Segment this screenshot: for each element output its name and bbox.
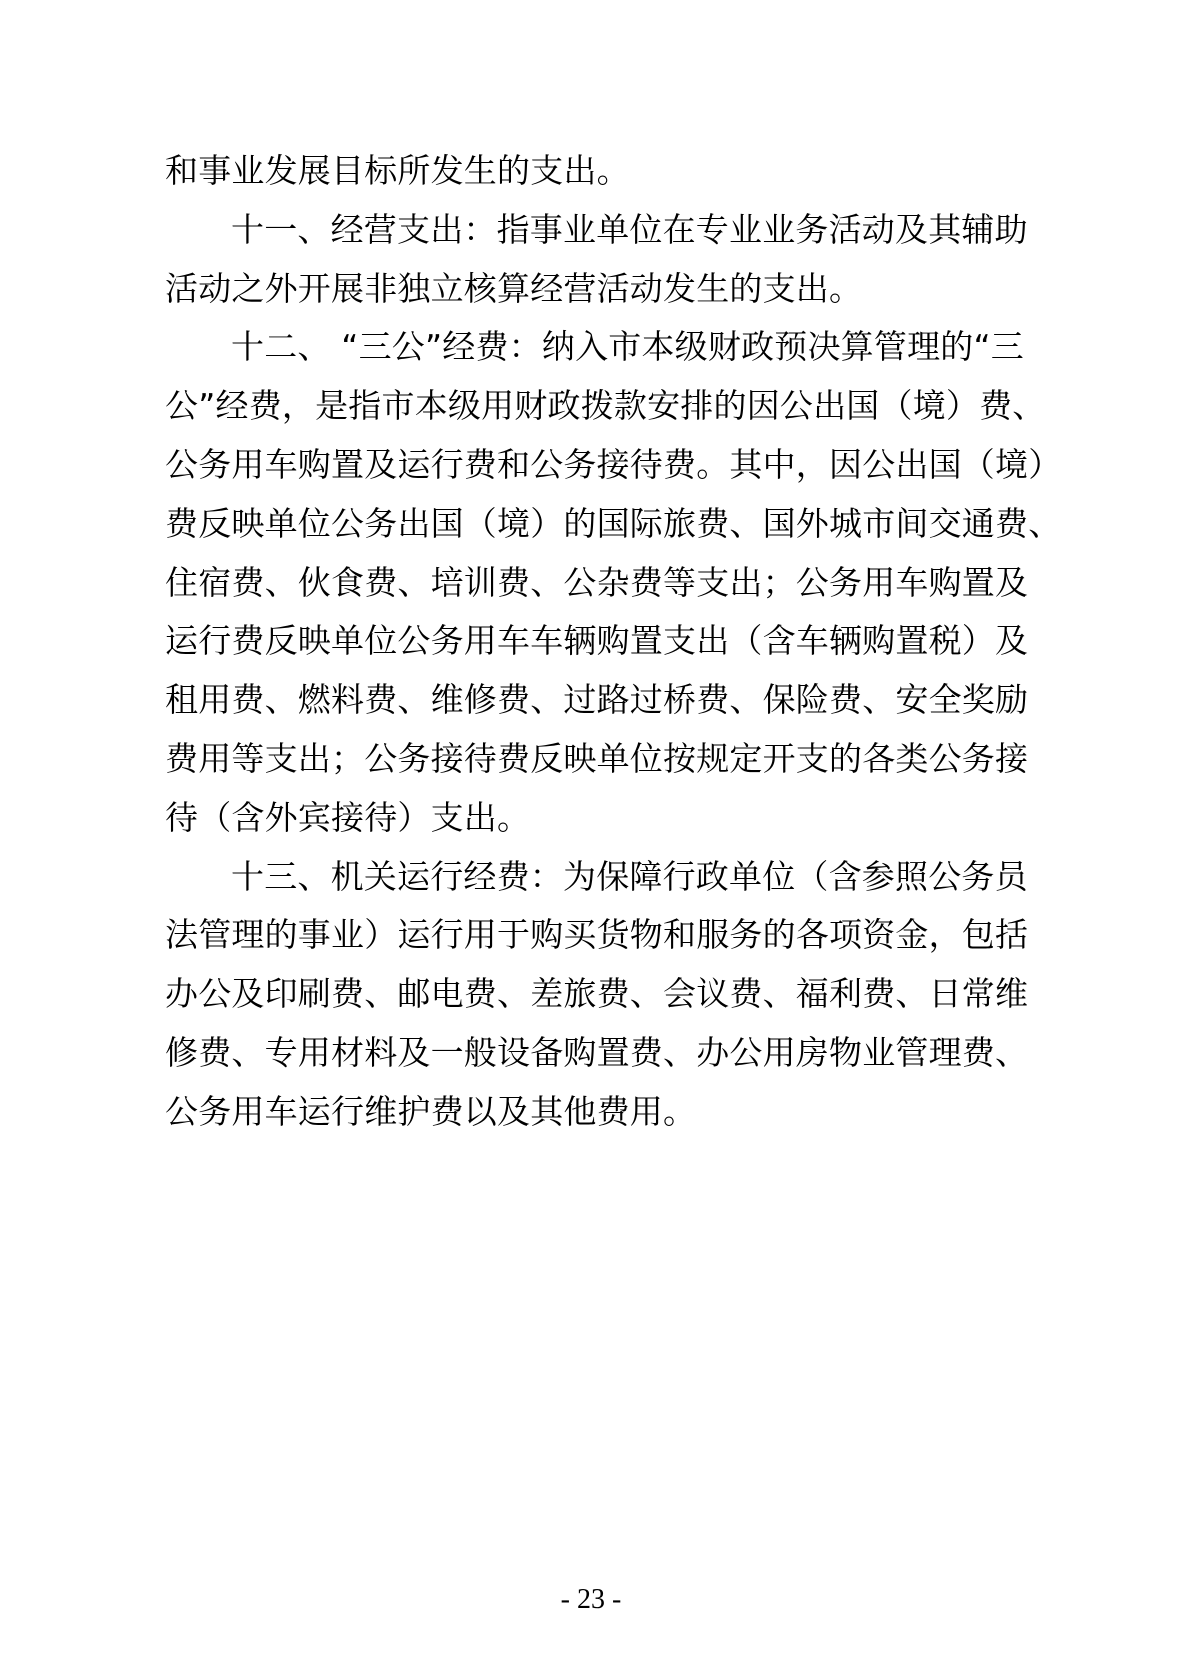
- text-line: 修费、专用材料及一般设备购置费、办公用房物业管理费、: [165, 1032, 1029, 1072]
- page-number: - 23 -: [560, 1584, 622, 1615]
- text-line-section-13: 十三、机关运行经费：为保障行政单位（含参照公务员: [231, 856, 1028, 896]
- text-line: 待（含外宾接待）支出。: [165, 797, 531, 837]
- text-line: 租用费、燃料费、维修费、过路过桥费、保险费、安全奖励: [165, 680, 1029, 720]
- text-line: 费用等支出；公务接待费反映单位按规定开支的各类公务接: [165, 738, 1029, 778]
- text-line: 和事业发展目标所发生的支出。: [165, 151, 630, 190]
- text-line: 公”经费，是指市本级用财政拨款安排的因公出国（境）费、: [165, 386, 1046, 426]
- text-line: 住宿费、伙食费、培训费、公杂费等支出；公务用车购置及: [165, 562, 1029, 602]
- text-line: 费反映单位公务出国（境）的国际旅费、国外城市间交通费、: [165, 503, 1062, 543]
- document-body: [165, 142, 1062, 1142]
- text-line: 运行费反映单位公务用车车辆购置支出（含车辆购置税）及: [165, 621, 1029, 661]
- text-line-section-12: 十二、 “三公”经费：纳入市本级财政预决算管理的“三: [231, 327, 1024, 367]
- text-line: 公务用车运行维护费以及其他费用。: [165, 1091, 697, 1131]
- text-line-section-11: 十一、经营支出：指事业单位在专业业务活动及其辅助: [231, 209, 1028, 249]
- text-line: 办公及印刷费、邮电费、差旅费、会议费、福利费、日常维: [165, 974, 1029, 1014]
- text-line: 公务用车购置及运行费和公务接待费。其中，因公出国（境）: [165, 444, 1062, 484]
- text-line: 活动之外开展非独立核算经营活动发生的支出。: [165, 268, 863, 308]
- text-line: 法管理的事业）运行用于购买货物和服务的各项资金，包括: [165, 915, 1029, 955]
